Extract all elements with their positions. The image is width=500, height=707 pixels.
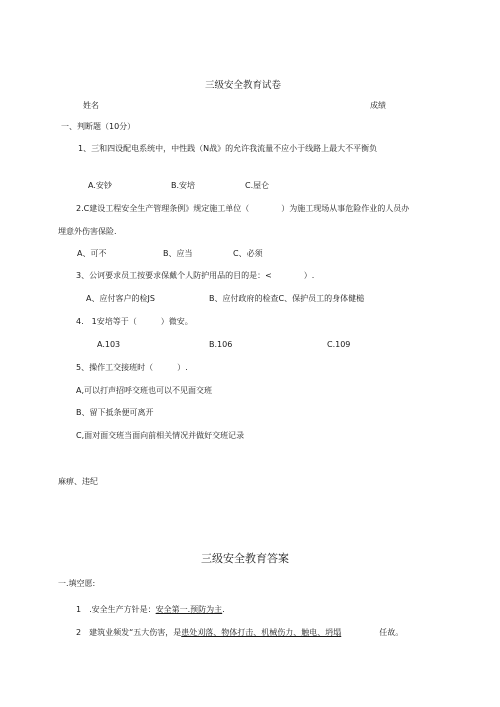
question-text: 4. 1安培等于（ ）微安。 <box>76 317 193 326</box>
answer-2 <box>76 629 403 637</box>
question-text-continued: 埋意外伤害保险. <box>58 227 117 236</box>
question-text: 1、三和四设配电系统中，中性践（N战》的允许我流量不应小于线路上最大不平衡负 <box>78 144 378 153</box>
answer-prefix: 2 建筑业频发“五大伤害，是 <box>76 628 182 637</box>
option-b: B、应当 <box>163 249 193 258</box>
exam-title: 三级安全教育试卷 <box>205 80 282 91</box>
option-a: A,可以打声招呼交班也可以不见面交班 <box>76 386 213 395</box>
answer-prefix: 1 .安全生产方针是： <box>76 605 156 614</box>
option-b-c: B、应付政府的检查C、保护员工的身体健槌 <box>209 294 365 303</box>
option-c: C.屋仑 <box>245 181 270 190</box>
option-c: C,面对面交班当面向前相关情况并做好交班记录 <box>76 431 245 440</box>
section-heading-judgment: 一、判断题（10分） <box>61 122 136 131</box>
option-c: C.109 <box>327 340 351 349</box>
answer-section-heading: 一.填空愿: <box>58 579 96 588</box>
question-text: 3、公诃要求员工按要求保戴个人防护用品的目的是：< ）. <box>76 271 315 280</box>
question-text: 2.C建设工程安全生产管理条例》规定施工单位（ ）为施工现场从事危险作业的人员办 <box>76 204 410 213</box>
answer-suffix: . <box>222 605 225 614</box>
question-text: 5、操作工交接班时（ ）. <box>76 363 188 372</box>
option-a: A、可不 <box>77 249 107 258</box>
name-label: 姓名 <box>83 101 99 110</box>
answer-value: 安全第一.预防为主 <box>155 605 223 614</box>
stray-text: 麻痹、违纪 <box>58 477 98 486</box>
answer-value: 患处刈落、物体打击、机械伤力、触电、坍塌 <box>181 628 342 637</box>
option-b: B.106 <box>209 340 233 349</box>
option-a: A.安钞 <box>88 181 112 190</box>
option-a: A、应付客户的检JS <box>86 294 155 303</box>
option-b: B、留下抵条便可离开 <box>76 408 154 417</box>
option-a: A.103 <box>97 340 121 349</box>
option-b: B.安培 <box>171 181 196 190</box>
score-label: 成绩 <box>370 101 386 110</box>
answer-suffix: 任故。 <box>379 628 404 637</box>
answer-1 <box>76 606 225 614</box>
option-c: C、必须 <box>233 249 263 258</box>
answer-title: 三级安全教育答案 <box>201 552 289 565</box>
